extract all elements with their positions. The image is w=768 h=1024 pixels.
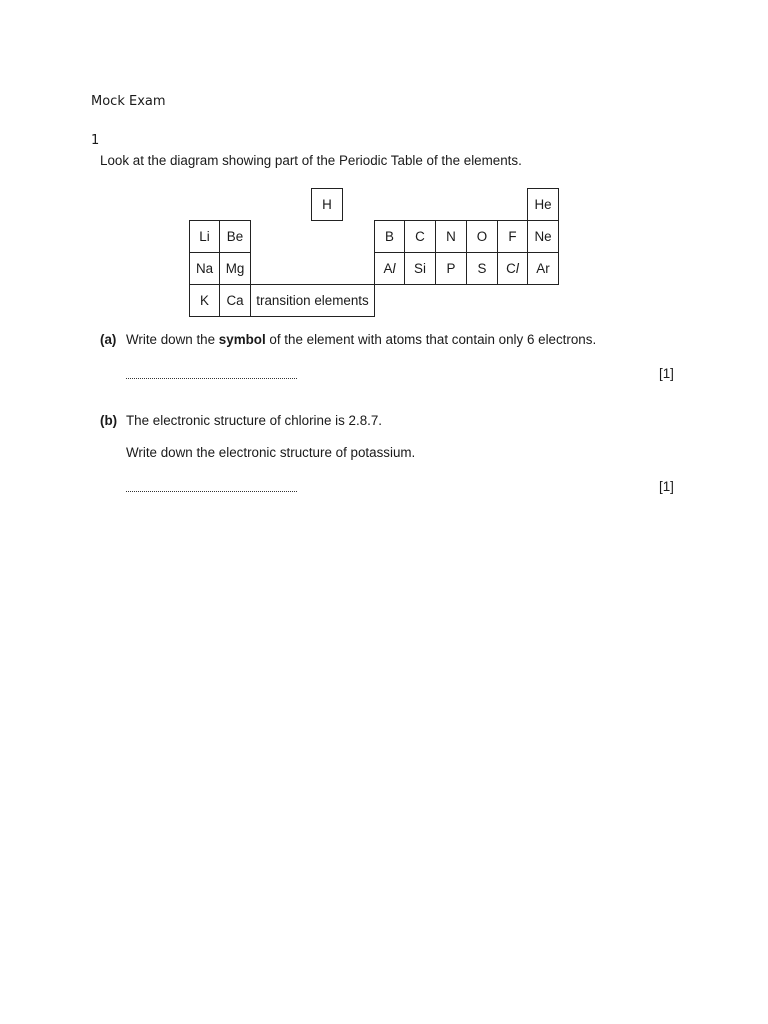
part-a-text-after: of the element with atoms that contain only 6 electrons. (265, 332, 597, 347)
element-cl (497, 252, 528, 285)
element-s: S (466, 252, 498, 285)
element-p: P (435, 252, 467, 285)
element-al-ital: l (392, 261, 396, 276)
part-a-question (126, 332, 596, 347)
element-na: Na (189, 252, 220, 285)
part-a-answer-line[interactable] (126, 378, 297, 379)
part-b-text-1: The electronic structure of chlorine is 2.8.7. (126, 413, 383, 428)
element-c: C (404, 220, 436, 253)
part-a-marks: [1] (659, 366, 674, 381)
part-a-text-bold: symbol (218, 332, 266, 347)
element-li: Li (189, 220, 220, 253)
element-b: B (374, 220, 405, 253)
element-si: Si (404, 252, 436, 285)
transition-elements-block: transition elements (250, 284, 375, 317)
element-al-main: A (383, 261, 393, 276)
part-b-label: (b) (100, 413, 118, 428)
element-n: N (435, 220, 467, 253)
question-intro: Look at the diagram showing part of the Periodic Table of the elements. (100, 153, 522, 168)
element-k: K (189, 284, 220, 317)
element-h: H (311, 188, 343, 221)
element-be: Be (219, 220, 251, 253)
part-b-marks: [1] (659, 479, 674, 494)
part-a-label: (a) (100, 332, 117, 347)
part-b-text-2: Write down the electronic structure of potassium. (126, 445, 416, 460)
element-cl-main: C (506, 261, 516, 276)
document-title: Mock Exam (91, 94, 166, 109)
element-he: He (527, 188, 559, 221)
part-a-text-before: Write down the (126, 332, 219, 347)
element-mg: Mg (219, 252, 251, 285)
element-ar: Ar (527, 252, 559, 285)
element-o: O (466, 220, 498, 253)
part-b-answer-line[interactable] (126, 491, 297, 492)
element-al (374, 252, 405, 285)
element-cl-ital: l (515, 261, 519, 276)
element-f: F (497, 220, 528, 253)
question-number: 1 (91, 133, 100, 148)
element-ca: Ca (219, 284, 251, 317)
element-ne: Ne (527, 220, 559, 253)
